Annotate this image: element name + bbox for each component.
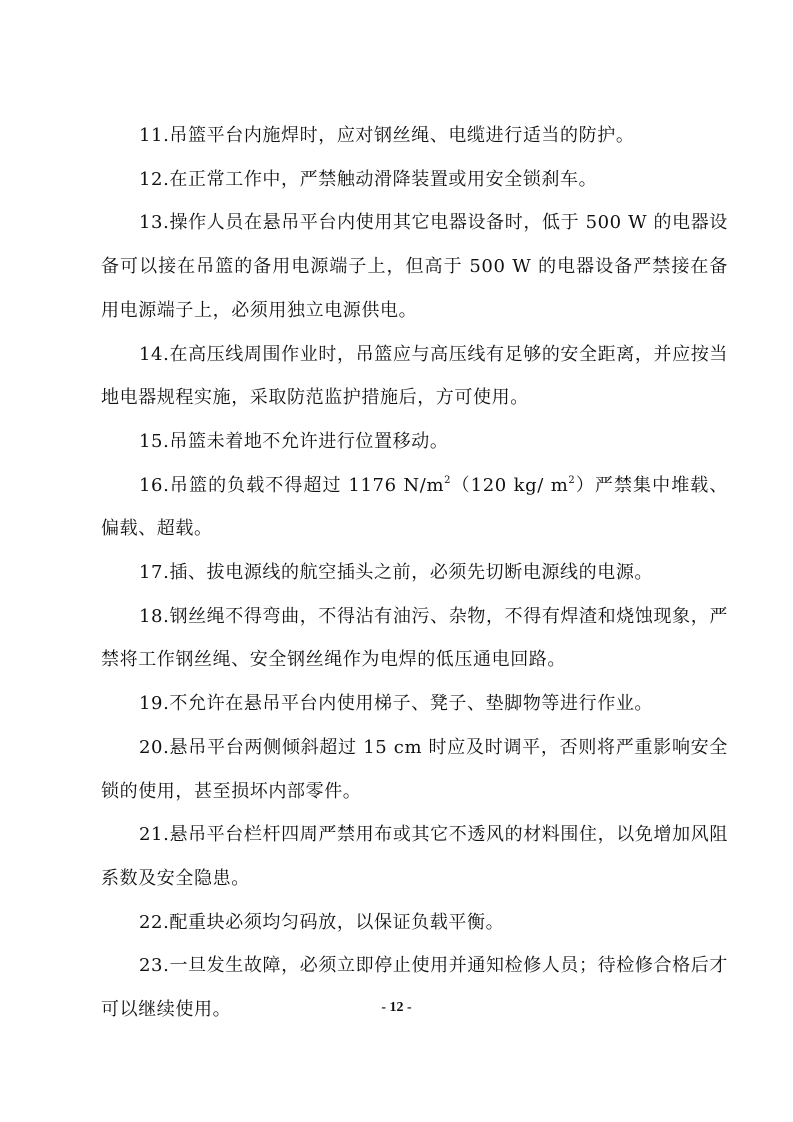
paragraph-rule-11: 11.吊篮平台内施焊时，应对钢丝绳、电缆进行适当的防护。 <box>139 125 635 146</box>
paragraph-rule-22: 22.配重块必须均匀码放，以保证负载平衡。 <box>139 911 505 933</box>
paragraph-rule-12: 12.在正常工作中，严禁触动滑降装置或用安全锁刹车。 <box>139 168 598 190</box>
paragraph-rule-19: 19.不允许在悬吊平台内使用梯子、凳子、垫脚物等进行作业。 <box>139 693 654 715</box>
body-text <box>101 114 728 1032</box>
paragraph-rule-20: 20.悬吊平台两侧倾斜超过 15 cm 时应及时调平，否则将严重影响安全锁的使用，甚至损坏内部零件。 <box>101 736 728 802</box>
rule-16-superscript-1: 2 <box>444 474 452 486</box>
paragraph-rule-14: 14.在高压线周围作业时，吊篮应与高压线有足够的安全距离，并应按当地电器规程实施，采取防范监护措施后，方可使用。 <box>101 343 728 409</box>
rule-16-text-c: ）严禁集中堆载、偏载、超载。 <box>101 474 728 540</box>
paragraph-rule-21: 21.悬吊平台栏杆四周严禁用布或其它不透风的材料围住，以免增加风阻系数及安全隐患。 <box>101 824 728 889</box>
paragraph-rule-16 <box>101 464 728 551</box>
paragraph-rule-23: 23.一旦发生故障，必须立即停止使用并通知检修人员；待检修合格后才可以继续使用。 <box>101 955 728 1021</box>
rule-16-superscript-2: 2 <box>568 474 576 486</box>
paragraph-rule-13: 13.操作人员在悬吊平台内使用其它电器设备时，低于 500 W 的电器设备可以接在吊篮的备用电源端子上，但高于 500 W 的电器设备严禁接在备用电源端子上，必须用独立电源供电。 <box>101 212 728 321</box>
rule-16-text-a: 16.吊篮的负载不得超过 1176 N/m <box>139 474 445 496</box>
page-number: - 12 - <box>381 1000 412 1015</box>
paragraph-rule-17: 17.插、拔电源线的航空插头之前，必须先切断电源线的电源。 <box>139 562 654 584</box>
paragraph-rule-15: 15.吊篮未着地不允许进行位置移动。 <box>139 430 449 452</box>
paragraph-rule-18: 18.钢丝绳不得弯曲，不得沾有油污、杂物，不得有焊渣和烧蚀现象，严禁将工作钢丝绳、安全钢丝绳作为电焊的低压通电回路。 <box>101 605 728 671</box>
rule-16-text-b: （120 kg/ m <box>451 474 569 496</box>
